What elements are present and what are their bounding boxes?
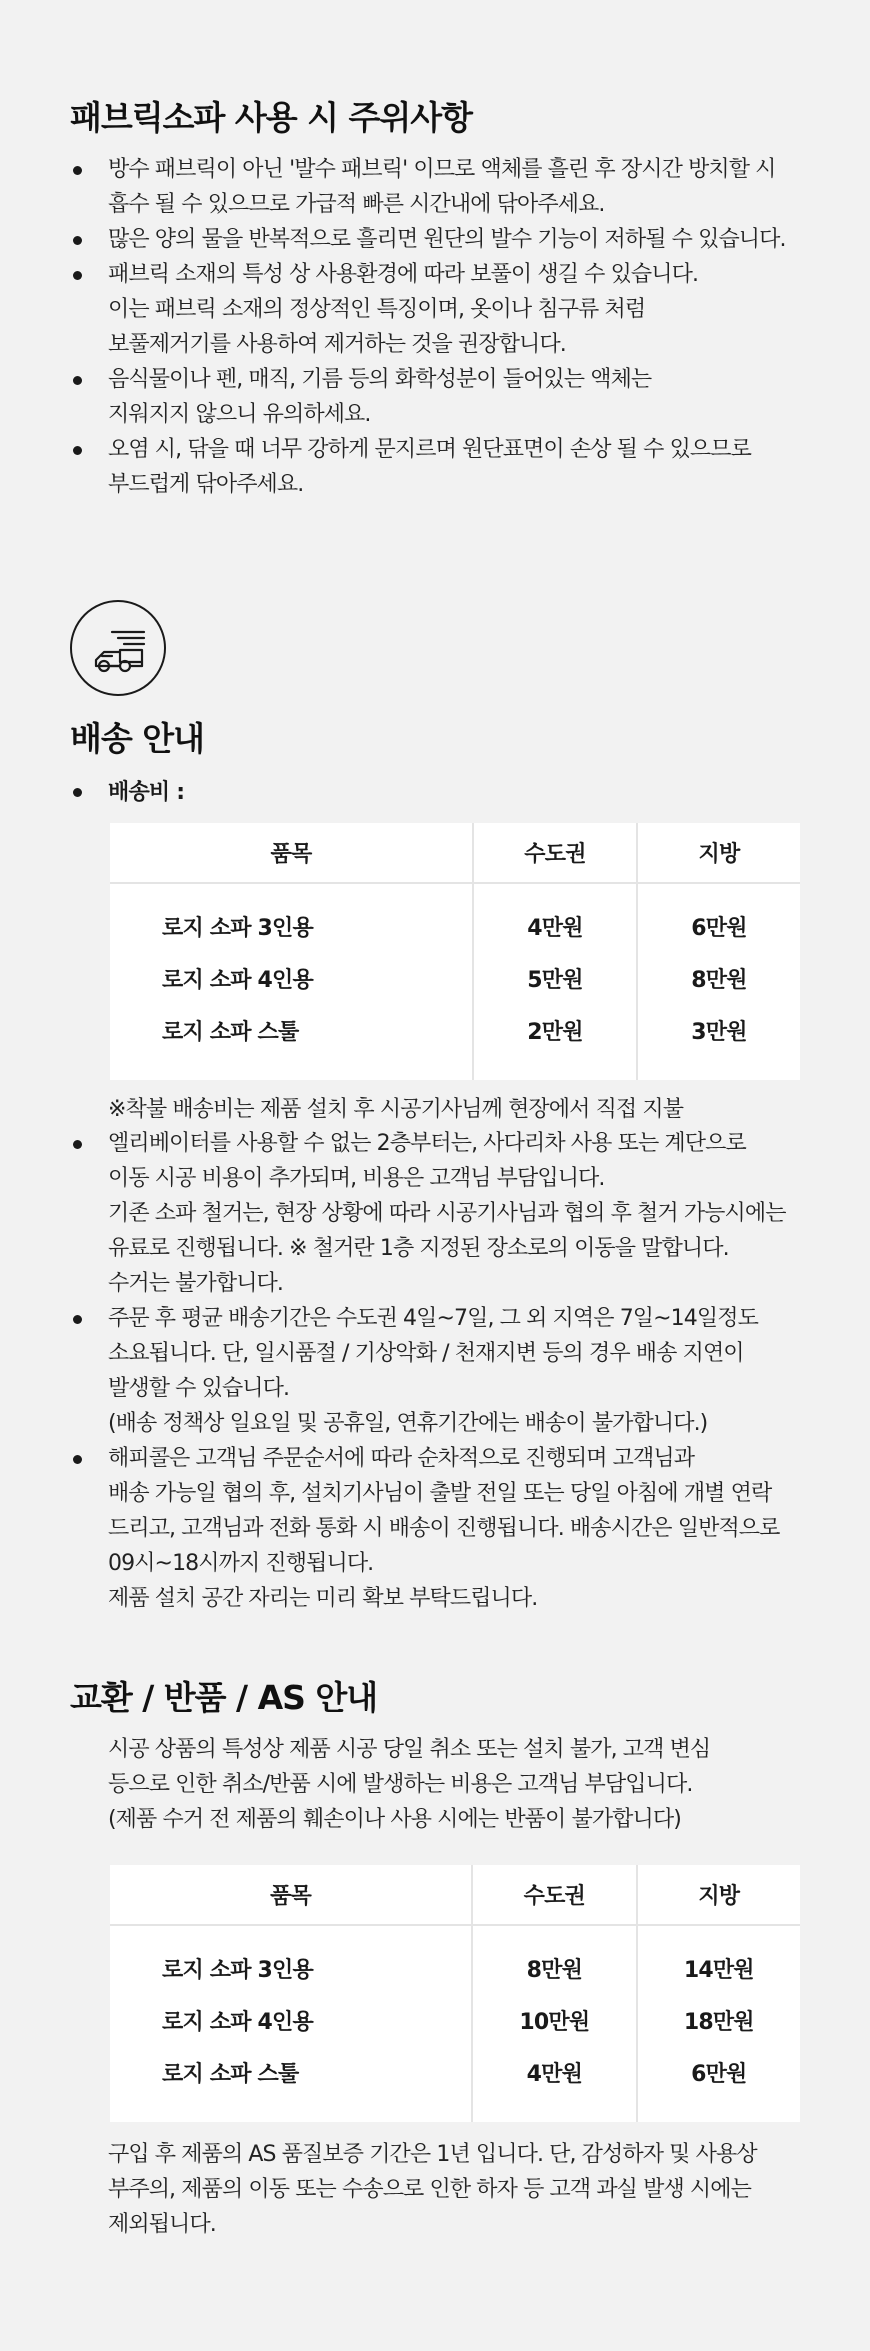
col-header-region: 지방 [637, 823, 800, 883]
text-line: 주문 후 평균 배송기간은 수도권 4일~7일, 그 외 지역은 7일~14일정도 [108, 1306, 758, 1331]
list-item [70, 152, 840, 222]
text-line: 방수 패브릭이 아닌 '발수 패브릭' 이므로 액체를 흘린 후 장시간 방치할 시 [108, 157, 776, 182]
text-line: 등으로 인한 취소/반품 시에 발생하는 비용은 고객님 부담입니다. [108, 1772, 693, 1797]
text-line: 소요됩니다. 단, 일시품절 / 기상악화 / 천재지변 등의 경우 배송 지연이 [108, 1341, 744, 1366]
return-fee-table [110, 1865, 800, 2122]
region-price: 18만원 [637, 1994, 800, 2046]
table-row [110, 1004, 800, 1056]
text-line: (제품 수거 전 제품의 훼손이나 사용 시에는 반품이 불가합니다) [108, 1807, 681, 1832]
text-line: 09시~18시까지 진행됩니다. [108, 1551, 374, 1576]
delivery-section-title: 배송 안내 [70, 719, 205, 758]
table-row [110, 1942, 800, 1994]
region-price: 8만원 [637, 952, 800, 1004]
text-line: 발생할 수 있습니다. [108, 1376, 290, 1401]
return-intro [108, 1732, 710, 1837]
capital-price: 5만원 [473, 952, 637, 1004]
table-row [110, 2046, 800, 2098]
delivery-info-list [70, 1126, 840, 1616]
text-line: (배송 정책상 일요일 및 공휴일, 연휴기간에는 배송이 불가합니다.) [108, 1411, 708, 1436]
text-line: 해피콜은 고객님 주문순서에 따라 순차적으로 진행되며 고객님과 [108, 1446, 695, 1471]
text-line: 부주의, 제품의 이동 또는 수송으로 인한 하자 등 고객 과실 발생 시에는 [108, 2177, 751, 2202]
table-row [110, 952, 800, 1004]
as-warranty-text [108, 2137, 757, 2242]
text-line: 흡수 될 수 있으므로 가급적 빠른 시간내에 닦아주세요. [108, 192, 605, 217]
list-item [70, 1126, 840, 1301]
return-section-title: 교환 / 반품 / AS 안내 [70, 1678, 378, 1717]
capital-price: 4만원 [472, 2046, 636, 2098]
item-name: 로지 소파 4인용 [162, 2009, 313, 2035]
delivery-truck-icon [70, 600, 166, 696]
table-row [110, 900, 800, 952]
text-line: 제외됩니다. [108, 2212, 216, 2237]
col-header-region: 지방 [637, 1865, 800, 1925]
text-line: 유료로 진행됩니다. ※ 철거란 1층 지정된 장소로의 이동을 말합니다. [108, 1236, 729, 1261]
col-header-item: 품목 [110, 1865, 472, 1925]
region-price: 6만원 [637, 2046, 800, 2098]
list-item [70, 1301, 840, 1441]
text-line: 기존 소파 철거는, 현장 상황에 따라 시공기사님과 협의 후 철거 가능시에는 [108, 1201, 786, 1226]
text-line: 패브릭 소재의 특성 상 사용환경에 따라 보풀이 생길 수 있습니다. [108, 262, 699, 287]
item-name: 로지 소파 3인용 [162, 915, 313, 941]
text-line: 이는 패브릭 소재의 정상적인 특징이며, 옷이나 침구류 처럼 [108, 297, 646, 322]
region-price: 6만원 [637, 900, 800, 952]
item-name: 로지 소파 3인용 [162, 1957, 313, 1983]
delivery-fee-note: ※착불 배송비는 제품 설치 후 시공기사님께 현장에서 직접 지불 [108, 1097, 684, 1122]
text-line: 제품 설치 공간 자리는 미리 확보 부탁드립니다. [108, 1586, 538, 1611]
list-item [70, 362, 840, 432]
list-item [70, 1441, 840, 1616]
text-line: 보풀제거기를 사용하여 제거하는 것을 권장합니다. [108, 332, 566, 357]
list-item [70, 257, 840, 362]
delivery-fee-label [70, 775, 184, 806]
bullet [73, 788, 82, 797]
delivery-fee-text: 배송비 : [108, 780, 185, 805]
table-header-row [110, 1865, 800, 1925]
list-item [70, 432, 840, 502]
fabric-section-title: 패브릭소파 사용 시 주위사항 [70, 98, 473, 137]
text-line: 드리고, 고객님과 전화 통화 시 배송이 진행됩니다. 배송시간은 일반적으로 [108, 1516, 780, 1541]
text-line: 이동 시공 비용이 추가되며, 비용은 고객님 부담입니다. [108, 1166, 605, 1191]
item-name: 로지 소파 4인용 [162, 967, 313, 993]
delivery-fee-table [110, 823, 800, 1080]
item-name: 로지 소파 스툴 [162, 1019, 299, 1045]
text-line: 배송 가능일 협의 후, 설치기사님이 출발 전일 또는 당일 아침에 개별 연락 [108, 1481, 772, 1506]
region-price: 3만원 [637, 1004, 800, 1056]
text-line: 수거는 불가합니다. [108, 1271, 284, 1296]
region-price: 14만원 [637, 1942, 800, 1994]
list-item [70, 222, 840, 257]
col-header-capital: 수도권 [473, 823, 637, 883]
text-line: 음식물이나 펜, 매직, 기름 등의 화학성분이 들어있는 액체는 [108, 367, 652, 392]
text-line: 오염 시, 닦을 때 너무 강하게 문지르며 원단표면이 손상 될 수 있으므로 [108, 437, 751, 462]
col-header-capital: 수도권 [472, 1865, 636, 1925]
text-line: 많은 양의 물을 반복적으로 흘리면 원단의 발수 기능이 저하될 수 있습니다. [108, 227, 786, 252]
text-line: 부드럽게 닦아주세요. [108, 472, 304, 497]
text-line: 지워지지 않으니 유의하세요. [108, 402, 371, 427]
text-line: 구입 후 제품의 AS 품질보증 기간은 1년 입니다. 단, 감성하자 및 사용상 [108, 2142, 757, 2167]
text-line: 시공 상품의 특성상 제품 시공 당일 취소 또는 설치 불가, 고객 변심 [108, 1737, 711, 1762]
capital-price: 4만원 [473, 900, 637, 952]
text-line: 엘리베이터를 사용할 수 없는 2층부터는, 사다리차 사용 또는 계단으로 [108, 1131, 746, 1156]
fabric-caution-list [70, 152, 840, 502]
capital-price: 10만원 [472, 1994, 636, 2046]
item-name: 로지 소파 스툴 [162, 2061, 299, 2087]
col-header-item: 품목 [110, 823, 473, 883]
capital-price: 8만원 [472, 1942, 636, 1994]
table-header-row [110, 823, 800, 883]
capital-price: 2만원 [473, 1004, 637, 1056]
table-row [110, 1994, 800, 2046]
